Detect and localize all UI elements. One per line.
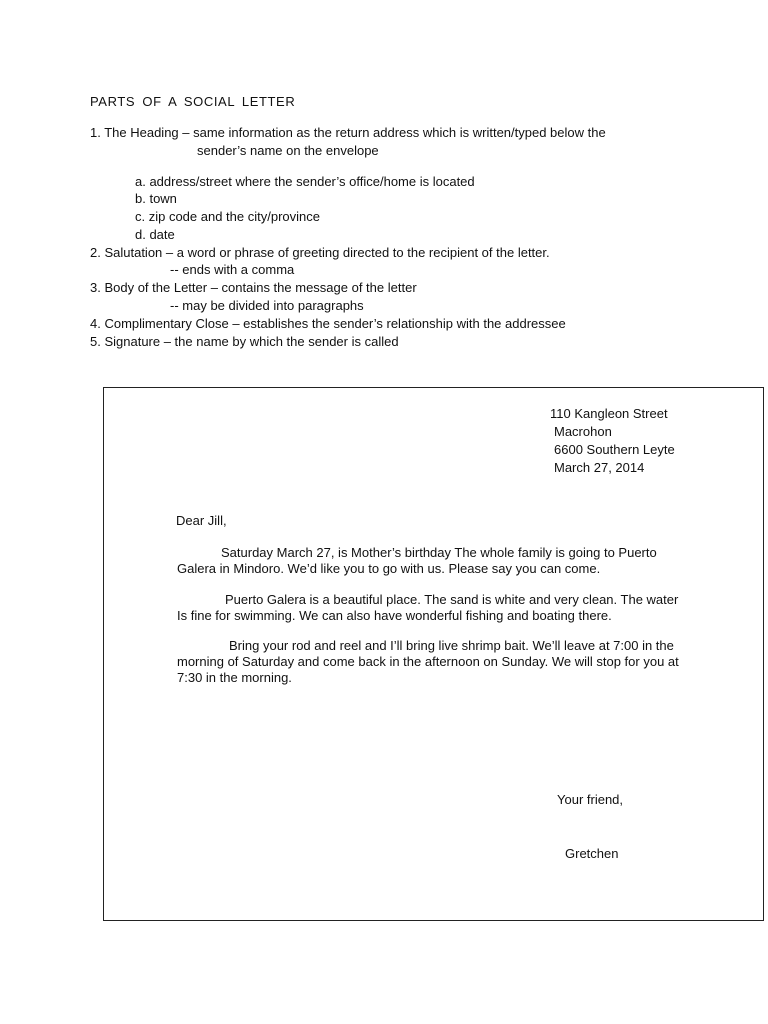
heading-item-zip: c. zip code and the city/province xyxy=(135,209,320,224)
part-body-line2: -- may be divided into paragraphs xyxy=(170,298,364,313)
letter-heading-town: Macrohon xyxy=(554,424,612,439)
part-body-line1: 3. Body of the Letter – contains the message of the letter xyxy=(90,280,417,295)
letter-paragraph-3-line-3: 7:30 in the morning. xyxy=(177,670,292,685)
letter-heading-street: 110 Kangleon Street xyxy=(550,406,668,421)
part-heading-line1: 1. The Heading – same information as the return address which is written/typed below the xyxy=(90,125,606,140)
heading-item-address: a. address/street where the sender’s office/home is located xyxy=(135,174,475,189)
part-salutation-line2: -- ends with a comma xyxy=(170,262,295,277)
letter-paragraph-1-line-2: Galera in Mindoro. We’d like you to go with us. Please say you can come. xyxy=(177,561,601,576)
heading-item-town: b. town xyxy=(135,191,177,206)
part-heading-line2: sender’s name on the envelope xyxy=(197,143,379,158)
letter-heading-zip-province: 6600 Southern Leyte xyxy=(554,442,675,457)
letter-paragraph-3-line-1: Bring your rod and reel and I’ll bring live shrimp bait. We’ll leave at 7:00 in the xyxy=(229,638,674,653)
letter-paragraph-2-line-2: Is fine for swimming. We can also have wonderful fishing and boating there. xyxy=(177,608,612,623)
letter-paragraph-1-line-1: Saturday March 27, is Mother’s birthday The whole family is going to Puerto xyxy=(221,545,657,560)
page-title: PARTS OF A SOCIAL LETTER xyxy=(90,94,296,109)
letter-complimentary-close: Your friend, xyxy=(557,792,624,807)
letter-paragraph-3-line-2: morning of Saturday and come back in the afternoon on Sunday. We will stop for you at xyxy=(177,654,679,669)
letter-heading-date: March 27, 2014 xyxy=(554,460,645,475)
part-salutation-line1: 2. Salutation – a word or phrase of greeting directed to the recipient of the letter. xyxy=(90,245,550,260)
letter-signature: Gretchen xyxy=(565,846,619,861)
letter-salutation: Dear Jill, xyxy=(176,513,227,528)
letter-paragraph-2-line-1: Puerto Galera is a beautiful place. The sand is white and very clean. The water xyxy=(225,592,679,607)
part-signature-line1: 5. Signature – the name by which the sender is called xyxy=(90,334,399,349)
part-close-line1: 4. Complimentary Close – establishes the sender’s relationship with the addressee xyxy=(90,316,566,331)
sample-letter-box xyxy=(103,387,764,921)
heading-item-date: d. date xyxy=(135,227,175,242)
